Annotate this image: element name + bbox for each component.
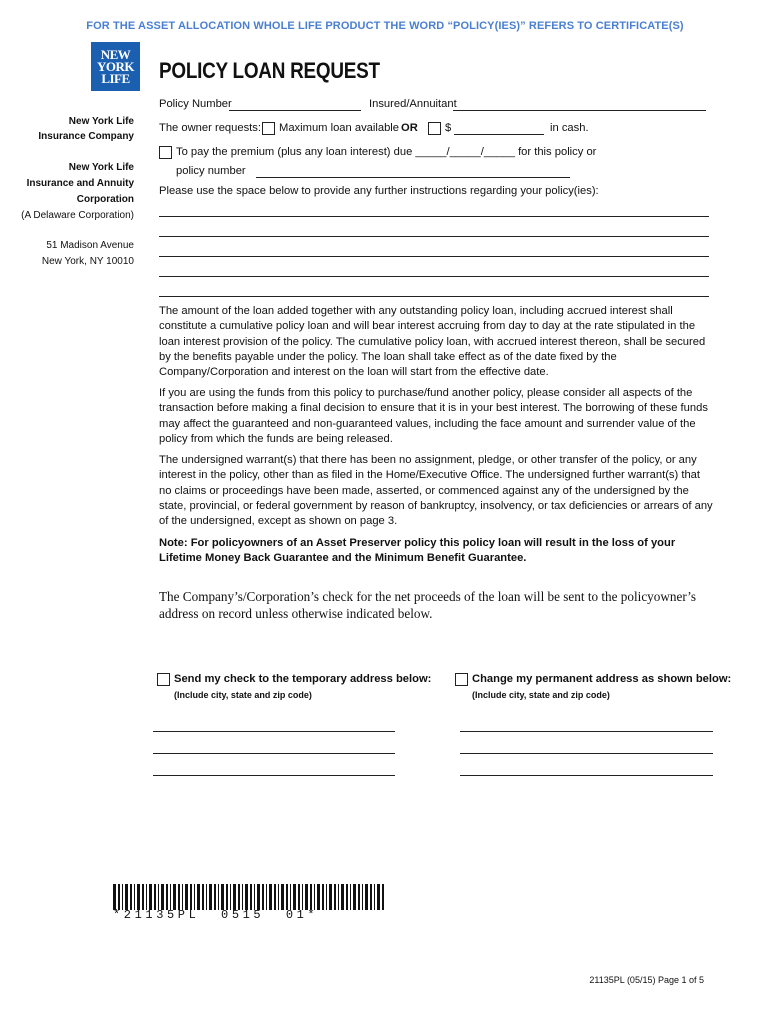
instructions-line-3[interactable] <box>159 256 709 257</box>
temp-address-hint: (Include city, state and zip code) <box>174 690 312 700</box>
company1-line2: Insurance Company <box>38 131 134 142</box>
logo-line-3: LIFE <box>101 71 130 86</box>
temp-address-line-2[interactable] <box>153 753 395 754</box>
form-footer: 21135PL (05/15) Page 1 of 5 <box>589 975 704 985</box>
amount-checkbox[interactable] <box>428 122 441 135</box>
instructions-label: Please use the space below to provide any further instructions regarding your policy(ies): <box>159 185 599 197</box>
perm-address-line-2[interactable] <box>460 753 713 754</box>
policy-number-field[interactable] <box>229 110 361 111</box>
policy-number-label: Policy Number <box>159 98 232 110</box>
company2-line3: Corporation <box>76 194 134 205</box>
page-title: POLICY LOAN REQUEST <box>159 58 380 83</box>
instructions-line-4[interactable] <box>159 276 709 277</box>
perm-address-label: Change my permanent address as shown below: <box>472 673 732 685</box>
pay-premium-label: To pay the premium (plus any loan interest) due _____/_____/_____ for this policy or <box>176 146 597 158</box>
perm-address-line-1[interactable] <box>460 731 713 732</box>
logo-line-1: NEW <box>100 47 131 62</box>
policy-number2-label: policy number <box>176 165 246 177</box>
asset-preserver-note: Note: For policyowners of an Asset Preserver policy this policy loan will result in the loss of your Lifetime Money Back Guarantee and the Minimum Benefit Guarantee. <box>159 537 676 565</box>
warranty-paragraph: The undersigned warrant(s) that there has been no assignment, pledge, or other transfer of the policy, or any interest in the policy, other than as filed in the Home/Executive Office. The undersigned further warrant(s) that no claims or proceedings have been made, asserted, or commenced against any of the undersigned by the state, provincial, or federal government by reason of bankruptcy, insolvency, or tax deficiencies or arrears of any of the undersigned, except as shown on page 3. <box>159 454 713 528</box>
insured-label: Insured/Annuitant <box>369 98 457 110</box>
perm-address-hint: (Include city, state and zip code) <box>472 690 610 700</box>
max-loan-checkbox[interactable] <box>262 122 275 135</box>
barcode <box>113 884 386 910</box>
company2-line2: Insurance and Annuity <box>26 178 134 189</box>
company1-line1: New York Life <box>68 116 134 127</box>
insured-field[interactable] <box>453 110 706 111</box>
policy-number2-field[interactable] <box>256 177 570 178</box>
or-label: OR <box>401 122 418 134</box>
delaware-corp: (A Delaware Corporation) <box>21 210 134 221</box>
funds-warning-paragraph: If you are using the funds from this policy to purchase/fund another policy, please consider all aspects of the transaction before making a final decision to ensure that it is in your best interest. The borrowing of these funds may affect the guaranteed and non-guaranteed values, including the face amount and surrender value of the policy from which the funds are being released. <box>159 387 708 445</box>
instructions-line-2[interactable] <box>159 236 709 237</box>
max-loan-label: Maximum loan available <box>279 122 400 134</box>
address-line1: 51 Madison Avenue <box>46 240 134 251</box>
company2-line1: New York Life <box>68 162 134 173</box>
instructions-line-1[interactable] <box>159 216 709 217</box>
in-cash-label: in cash. <box>550 122 589 134</box>
temp-address-checkbox[interactable] <box>157 673 170 686</box>
temp-address-line-1[interactable] <box>153 731 395 732</box>
new-york-life-logo <box>91 42 140 91</box>
top-banner: FOR THE ASSET ALLOCATION WHOLE LIFE PRODUCT THE WORD “POLICY(IES)” REFERS TO CERTIFICATE(S) <box>86 20 684 32</box>
loan-terms-paragraph: The amount of the loan added together with any outstanding policy loan, including accrued interest shall constitute a cumulative policy loan and will bear interest accruing from day to day at the rate stipulated in the loan interest provision of the policy. The cumulative policy loan, with accrued interest thereon, shall be secured by the benefits payable under the policy. The loan shall take effect as of the date fixed by the Company/Corporation and interest on the loan will start from the effective date. <box>159 305 706 379</box>
amount-field[interactable] <box>454 134 544 135</box>
temp-address-line-3[interactable] <box>153 775 395 776</box>
instructions-line-5[interactable] <box>159 296 709 297</box>
perm-address-line-3[interactable] <box>460 775 713 776</box>
temp-address-label: Send my check to the temporary address below: <box>174 673 432 685</box>
address-line2: New York, NY 10010 <box>41 256 134 267</box>
check-proceeds-text: The Company’s/Corporation’s check for the net proceeds of the loan will be sent to the policyowner’s address on record unless otherwise indicated below. <box>159 589 697 621</box>
owner-requests-label: The owner requests: <box>159 122 261 134</box>
logo-line-2: YORK <box>97 59 134 74</box>
dollar-sign: $ <box>445 122 452 134</box>
perm-address-checkbox[interactable] <box>455 673 468 686</box>
barcode-text: *21135PL 0515 01* <box>113 908 319 922</box>
pay-premium-checkbox[interactable] <box>159 146 172 159</box>
